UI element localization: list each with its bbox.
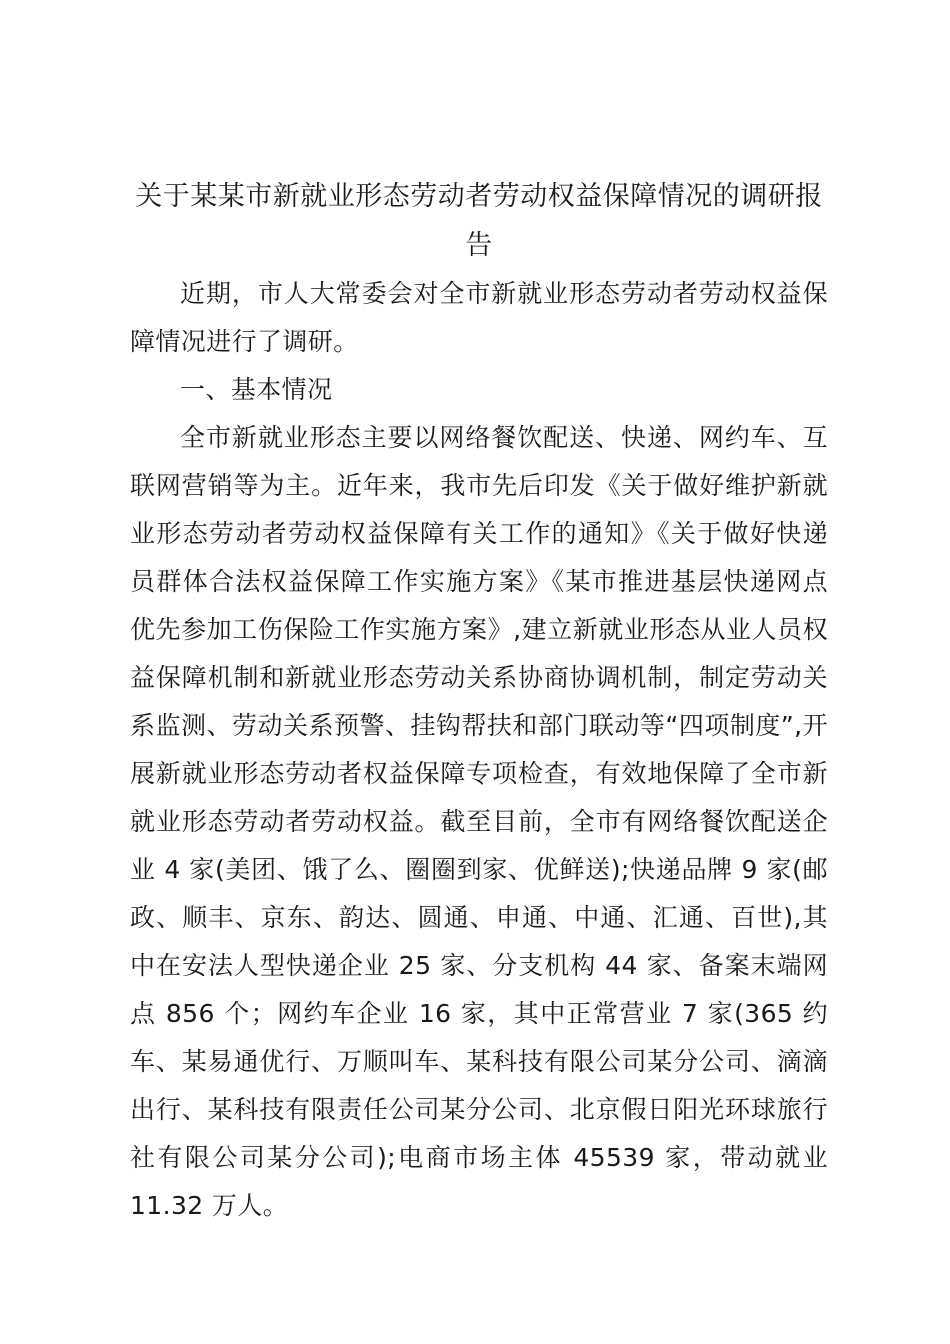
body-paragraph: 全市新就业形态主要以网络餐饮配送、快递、网约车、互联网营销等为主。近年来，我市先后印发《关于做好维护新就业形态劳动者劳动权益保障有关工作的通知》《关于做好快递员群体合法权益保障工作实施方案》《某市推进基层快递网点优先参加工伤保险工作实施方案》,建立新就业形态从业人员权益保障机制和新就业形态劳动关系协商协调机制，制定劳动关系监测、劳动关系预警、挂钩帮扶和部门联动等“四项制度”,开展新就业形态劳动者权益保障专项检查，有效地保障了全市新就业形态劳动者劳动权益。截至目前，全市有网络餐饮配送企业 4 家(美团、饿了么、圈圈到家、优鲜送);快递品牌 9 家(邮政、顺丰、京东、韵达、圆通、申通、中通、汇通、百世),其中在安法人型快递企业 25 家、分支机构 44 家、备案末端网点 856 个；网约车企业 16 家，其中正常营业 7 家(365 约车、某易通优行、万顺叫车、某科技有限公司某分公司、滴滴出行、某科技有限责任公司某分公司、北京假日阳光环球旅行社有限公司某分公司);电商市场主体 45539 家，带动就业 11.32 万人。 xyxy=(130,423,828,1220)
intro-paragraph: 近期，市人大常委会对全市新就业形态劳动者劳动权益保障情况进行了调研。 xyxy=(130,279,828,356)
section-heading: 一、基本情况 xyxy=(180,375,333,404)
document-title: 关于某某市新就业形态劳动者劳动权益保障情况的调研报告 xyxy=(135,181,823,261)
document-page xyxy=(130,172,828,1230)
